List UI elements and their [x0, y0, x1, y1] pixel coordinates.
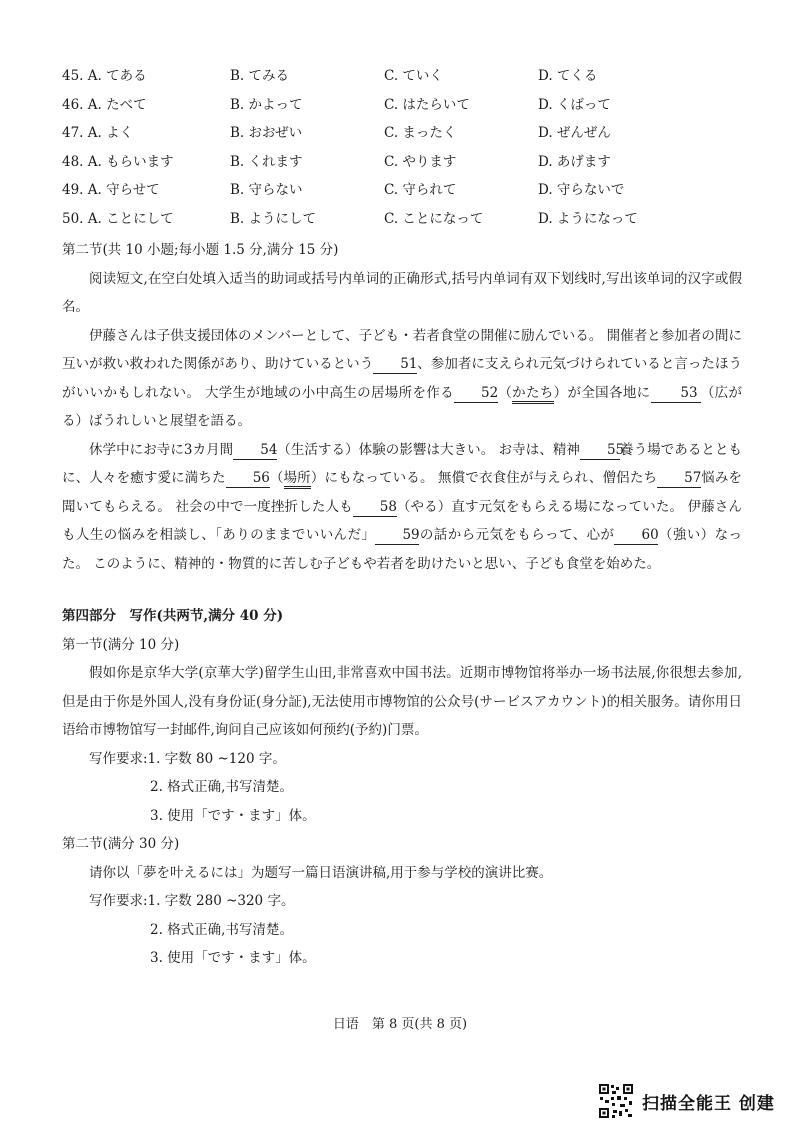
- writing-section1-req3: 3. 使用「です・ます」体。: [150, 807, 316, 824]
- option-c: C. ことになって: [384, 210, 484, 227]
- option-d: D. くばって: [538, 96, 611, 113]
- option-a: 45. A. てある: [62, 68, 147, 84]
- option-a: 50. A. ことにして: [62, 210, 174, 227]
- blank-52: 52: [454, 384, 498, 403]
- passage-paragraph-2: 休学中にお寺に3カ月間 54（生活する）体験の影響は大きい。 お寺は、精神 55養う場であるとともに、人々を癒す愛に満ちた 56（場所）にもなっている。 無償で衣食住が与えられ、僧侶たち 57悩みを聞いてもらえる。 社会の中で一度挫折した人も 58（やる）直す元気をもらえる場になっていた。 伊藤さんも人生の悩みを相談し、「ありのままでいいんだ」 59の話から元気をもらって、心が 60（強い）なった。 このように、精神的・物質的に苦しむ子どもや若者を助けたいと思い、子ども食堂を始めた。: [62, 441, 743, 572]
- kanji-hint-basho: 場所: [284, 470, 311, 489]
- option-b: B. てみる: [230, 68, 290, 84]
- option-c: C. やります: [384, 153, 457, 170]
- option-row-45: [62, 66, 762, 95]
- option-c: C. ていく: [384, 68, 443, 84]
- blank-59: 59: [375, 526, 419, 545]
- blank-58: 58: [353, 498, 397, 517]
- writing-section2-req3: 3. 使用「です・ます」体。: [150, 950, 316, 966]
- option-c: C. はたらいて: [384, 96, 470, 113]
- option-row-46: [62, 95, 762, 124]
- option-b: B. かよって: [230, 96, 303, 113]
- option-d: D. 守らないで: [538, 182, 625, 198]
- option-row-48: [62, 152, 762, 181]
- passage-paragraph-1: 伊藤さんは子供支援団体のメンバーとして、子ども・若者食堂の開催に励んでいる。 開催者と参加者の間に互いが救い救われた関係があり、助けているという 51、参加者に支えられ元気づけられていると言ったほうがいいかもしれない。 大学生が地域の小中高生の居場所を作る 52（かたち）が全国各地に 53 （広がる）ばうれしいと展望を語る。: [62, 327, 743, 429]
- blank-51: 51: [373, 355, 417, 374]
- option-a: 49. A. 守らせて: [62, 182, 160, 198]
- option-d: D. あげます: [538, 153, 611, 170]
- writing-section2-heading: 第二节(满分 30 分): [62, 836, 180, 852]
- option-row-49: [62, 180, 762, 209]
- writing-section1-heading: 第一节(满分 10 分): [62, 636, 180, 653]
- kana-hint-katachi: かたち: [512, 385, 554, 404]
- option-row-47: [62, 123, 762, 152]
- blank-55: 55: [580, 441, 620, 460]
- section2-heading: 第二节(共 10 小题;每小题 1.5 分,满分 15 分): [62, 242, 339, 258]
- section2-block: [62, 236, 742, 578]
- section2-instruction: 阅读短文,在空白处填入适当的助词或括号内单词的正确形式,括号内单词有双下划线时,写出该单词的汉字或假名。: [62, 270, 742, 315]
- writing-section1-req1: 写作要求:1. 字数 80 ~120 字。: [89, 750, 286, 767]
- option-a: 46. A. たべて: [62, 96, 147, 113]
- writing-section1-prompt: 假如你是京华大学(京華大学)留学生山田,非常喜欢中国书法。近期市博物馆将举办一场书法展,你很想去参加,但是由于你是外国人,没有身份证(身分証),无法使用市博物馆的公众号(サービスアカウント)的相关服务。请你用日语给市博物馆写一封邮件,询问自己应该如何预约(予約)门票。: [62, 665, 742, 738]
- writing-section2-req2: 2. 格式正确,书写清楚。: [150, 921, 293, 938]
- qr-code-icon: [598, 1083, 634, 1119]
- blank-53: 53: [651, 384, 701, 403]
- option-a: 47. A. よく: [62, 125, 134, 141]
- writing-section1-req2: 2. 格式正确,书写清楚。: [150, 779, 293, 795]
- option-d: D. てくる: [538, 68, 598, 84]
- option-b: B. 守らない: [230, 182, 303, 198]
- part4-heading: 第四部分 写作(共两节,满分 40 分): [62, 608, 284, 624]
- scanner-watermark: [598, 1081, 775, 1121]
- blank-60: 60: [614, 526, 658, 545]
- blank-57: 57: [657, 469, 701, 488]
- answer-options: [62, 66, 762, 237]
- writing-block: [62, 602, 742, 973]
- scanner-brand-text: 扫描全能王 创建: [642, 1093, 775, 1114]
- option-a: 48. A. もらいます: [62, 153, 174, 170]
- option-c: C. まったく: [384, 125, 457, 141]
- blank-56: 56: [226, 469, 270, 488]
- writing-section2-req1: 写作要求:1. 字数 280 ~320 字。: [89, 893, 295, 909]
- writing-section2-prompt: 请你以「夢を叶えるには」为题写一篇日语演讲稿,用于参与学校的演讲比赛。: [89, 864, 553, 881]
- option-d: D. ようになって: [538, 210, 638, 227]
- option-b: B. ようにして: [230, 210, 317, 227]
- option-b: B. くれます: [230, 153, 303, 170]
- page-footer: 日语 第 8 页(共 8 页): [332, 1017, 468, 1032]
- option-c: C. 守られて: [384, 182, 457, 198]
- option-row-50: [62, 209, 762, 238]
- blank-54: 54: [233, 441, 277, 460]
- option-b: B. おおぜい: [230, 125, 303, 141]
- option-d: D. ぜんぜん: [538, 125, 611, 141]
